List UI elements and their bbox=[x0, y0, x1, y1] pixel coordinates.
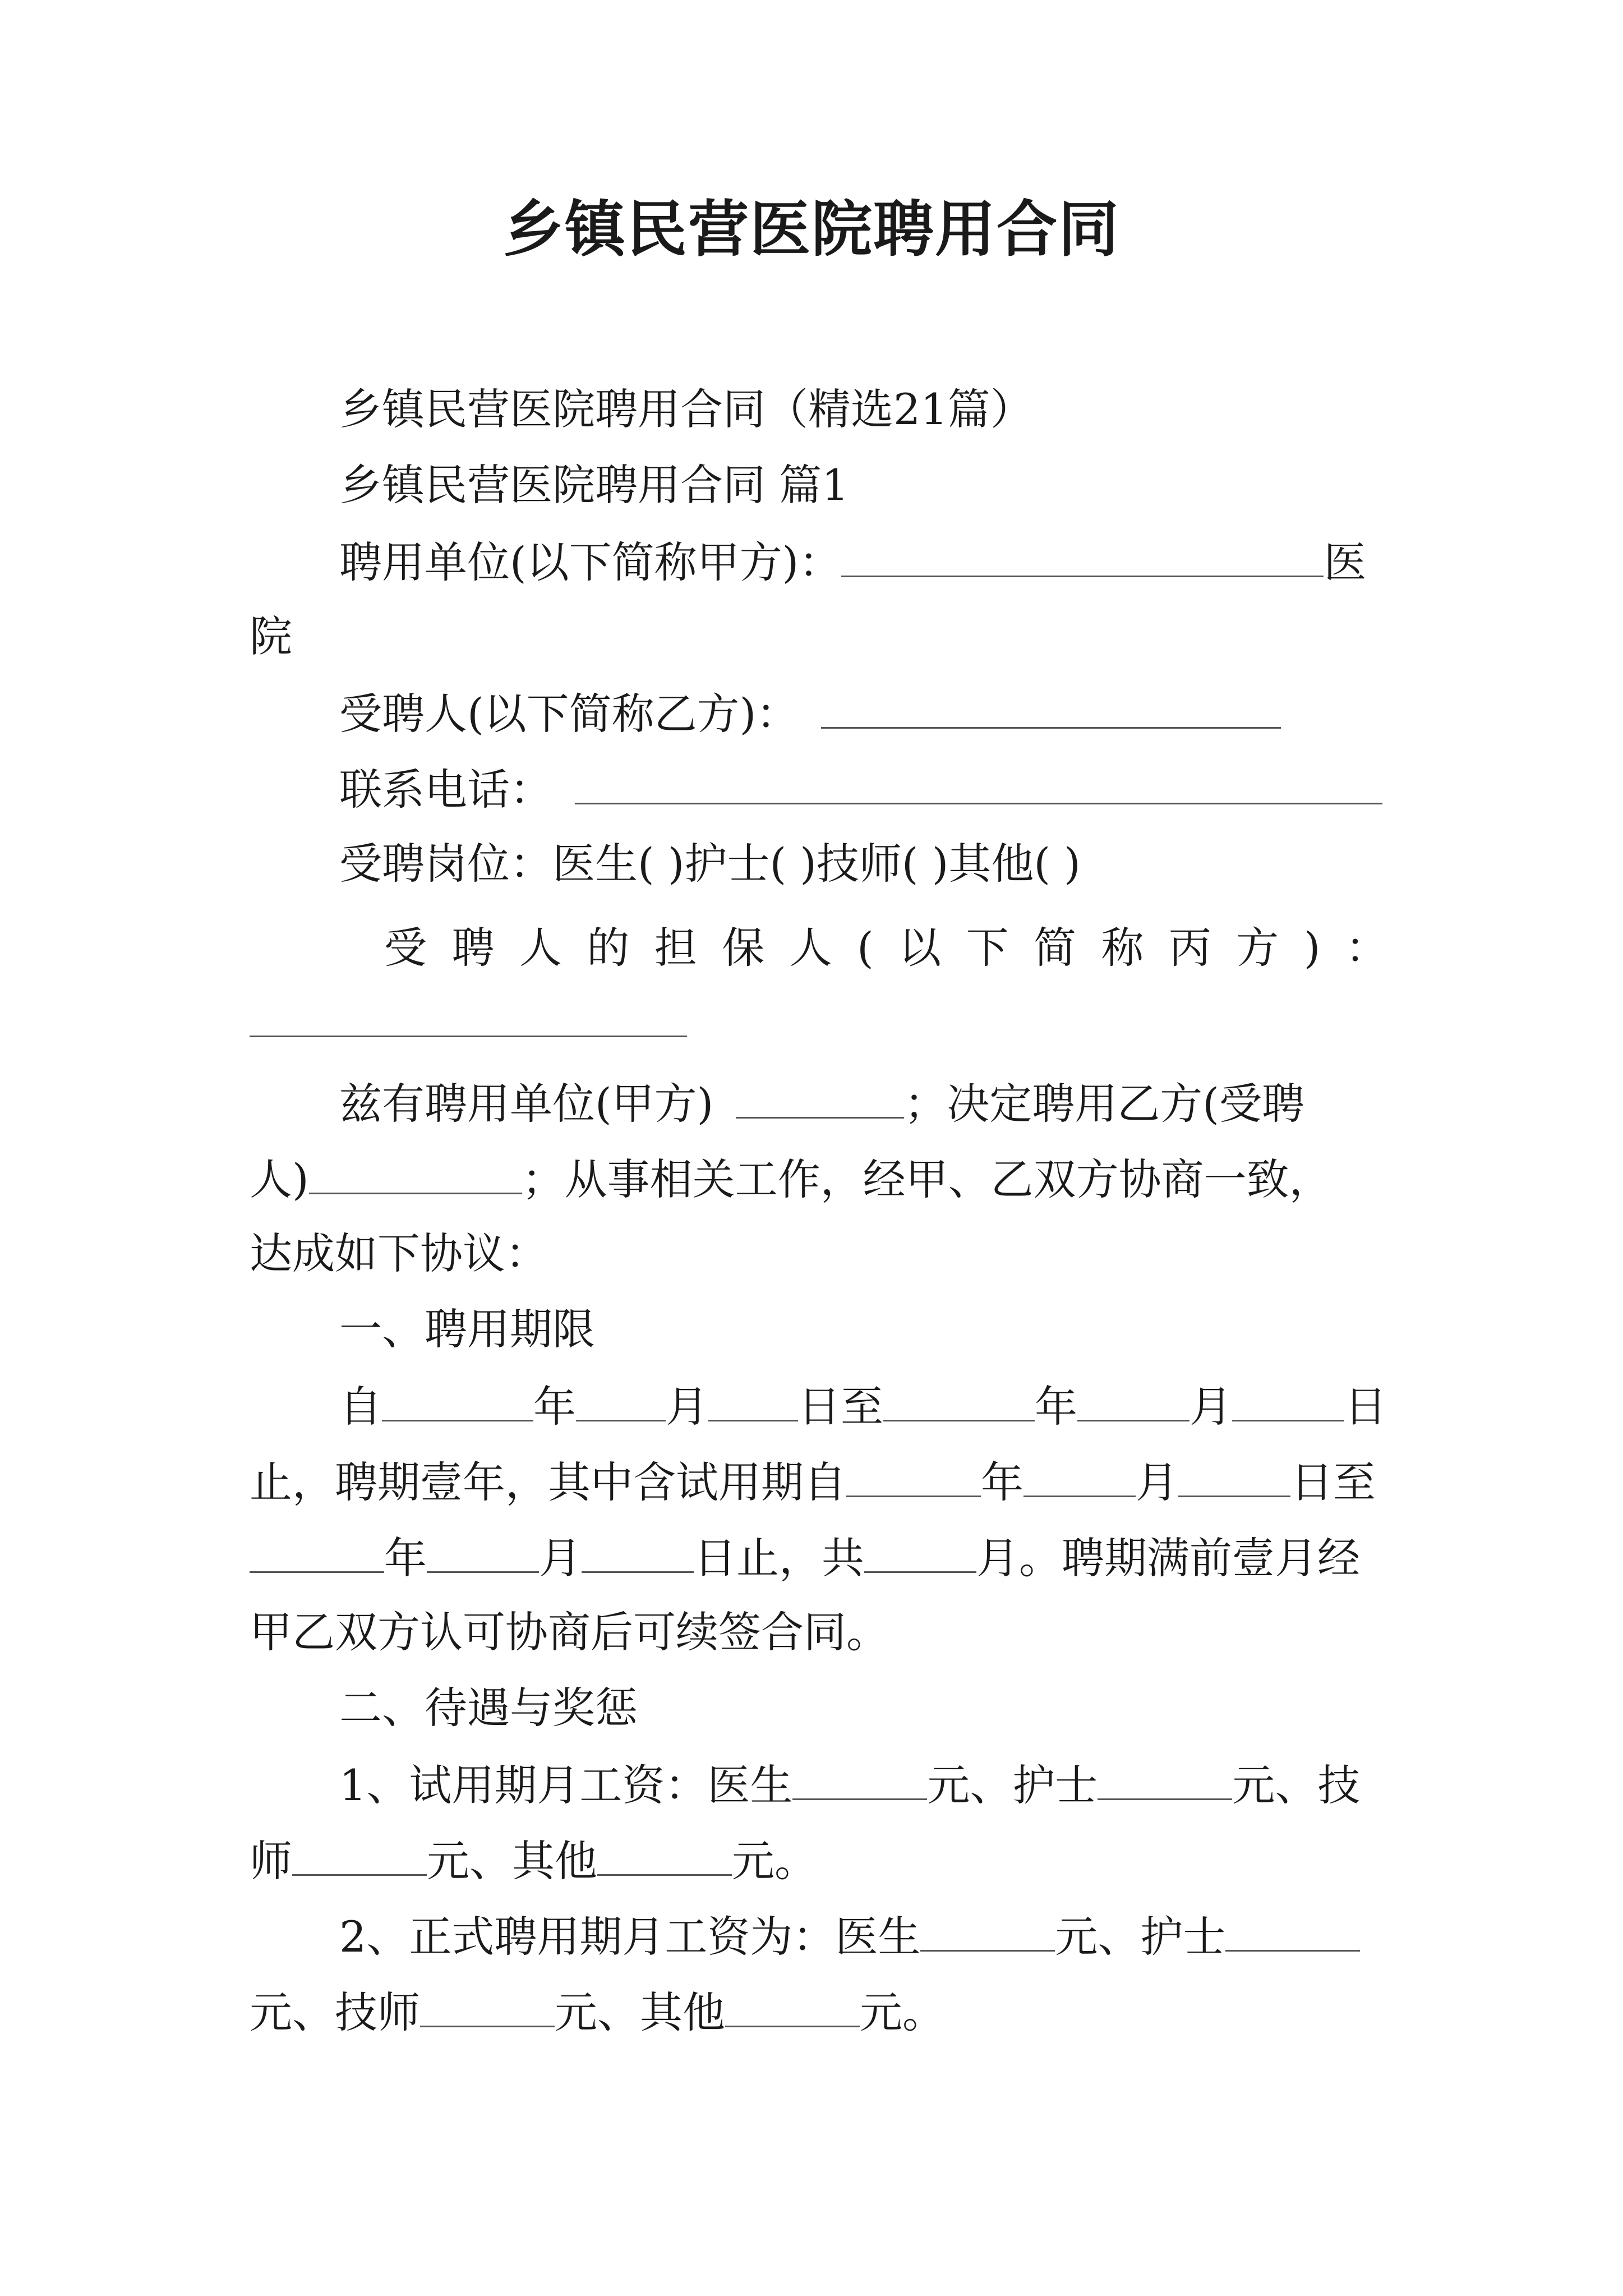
term-text: 月 bbox=[1136, 1457, 1178, 1507]
term-text: 月。聘期满前壹月经 bbox=[976, 1533, 1360, 1583]
term-text: 日至 bbox=[798, 1382, 883, 1432]
term-line-4: 甲乙双方认可协商后可续签合同。 bbox=[250, 1607, 889, 1657]
pay-text: 元。 bbox=[732, 1836, 817, 1886]
blank bbox=[1098, 1756, 1232, 1800]
blank bbox=[1023, 1453, 1136, 1497]
guarantor-char: ( bbox=[857, 923, 874, 973]
term-text: 月 bbox=[1189, 1382, 1232, 1432]
blank bbox=[1178, 1453, 1290, 1497]
blank bbox=[1232, 1377, 1344, 1421]
employer-line bbox=[250, 533, 1388, 591]
pay-text: 元、护士 bbox=[1055, 1912, 1226, 1962]
blank bbox=[582, 1529, 694, 1573]
term-line-2 bbox=[250, 1453, 1388, 1511]
guarantor-char: 称 bbox=[1101, 923, 1144, 973]
blank bbox=[382, 1377, 533, 1421]
pay-text: 师 bbox=[250, 1836, 292, 1886]
phone-blank bbox=[575, 760, 1382, 804]
guarantor-char: ： bbox=[1345, 923, 1388, 973]
term-text: 月 bbox=[666, 1382, 708, 1432]
employee-label: 受聘人(以下简称乙方)： bbox=[339, 689, 799, 739]
intro-text: ；决定聘用乙方(受聘 bbox=[904, 1079, 1304, 1129]
blank bbox=[725, 1983, 860, 2027]
pay2-line-2 bbox=[250, 1983, 1388, 2041]
intro-text: 人) bbox=[250, 1154, 309, 1204]
guarantor-blank bbox=[250, 993, 687, 1037]
guarantor-char: 担 bbox=[654, 923, 697, 973]
employee-line bbox=[250, 684, 1388, 742]
term-text: 月 bbox=[539, 1533, 582, 1583]
intro-line-3: 达成如下协议： bbox=[250, 1228, 548, 1278]
blank bbox=[420, 1983, 555, 2027]
blank bbox=[309, 1150, 522, 1194]
pay-text: 2、正式聘用期月工资为：医生 bbox=[339, 1912, 921, 1962]
document-title: 乡镇民营医院聘用合同 bbox=[502, 195, 1120, 265]
term-text: 年 bbox=[1035, 1382, 1077, 1432]
guarantor-line bbox=[250, 920, 1388, 976]
blank bbox=[792, 1756, 927, 1800]
blank bbox=[292, 1832, 427, 1876]
position-line: 受聘岗位：医生( )护士( )技师( )其他( ) bbox=[339, 839, 1081, 889]
blank bbox=[1225, 1907, 1360, 1952]
guarantor-char: 聘 bbox=[451, 923, 495, 973]
term-text: 年 bbox=[981, 1457, 1023, 1507]
pay-text: 元、护士 bbox=[927, 1760, 1098, 1810]
guarantor-char: 以 bbox=[898, 923, 942, 973]
blank bbox=[1077, 1377, 1189, 1421]
guarantor-char: 保 bbox=[722, 923, 765, 973]
intro-line-2 bbox=[250, 1150, 1388, 1208]
phone-line bbox=[250, 760, 1388, 818]
term-text: 止，聘期壹年，其中含试用期自 bbox=[250, 1457, 846, 1507]
term-text: 日止，共 bbox=[694, 1533, 864, 1583]
guarantor-char: 人 bbox=[519, 923, 562, 973]
intro-line-1 bbox=[250, 1074, 1388, 1132]
phone-label: 联系电话： bbox=[339, 765, 552, 815]
guarantor-char: 丙 bbox=[1168, 923, 1211, 973]
term-text: 日 bbox=[1344, 1382, 1387, 1432]
intro-text: 兹有聘用单位(甲方) bbox=[339, 1079, 714, 1129]
blank bbox=[920, 1907, 1055, 1952]
pay1-line-1 bbox=[250, 1756, 1388, 1814]
blank bbox=[736, 1074, 904, 1119]
pay-text: 元。 bbox=[860, 1987, 945, 2037]
guarantor-char: 简 bbox=[1034, 923, 1077, 973]
term-text: 日至 bbox=[1290, 1457, 1376, 1507]
blank bbox=[250, 1529, 384, 1573]
term-text: 自 bbox=[339, 1382, 382, 1432]
guarantor-char: 受 bbox=[384, 923, 427, 973]
employer-blank bbox=[841, 533, 1324, 577]
pay-text: 元、技师 bbox=[250, 1987, 420, 2037]
employer-suffix-wrap: 院 bbox=[250, 611, 292, 661]
guarantor-char: 方 bbox=[1236, 923, 1279, 973]
subtitle: 乡镇民营医院聘用合同（精选21篇） bbox=[339, 384, 1033, 434]
blank bbox=[576, 1377, 666, 1421]
section-heading: 乡镇民营医院聘用合同 篇1 bbox=[339, 460, 849, 510]
employer-label: 聘用单位(以下简称甲方)： bbox=[339, 537, 842, 587]
term-text: 年 bbox=[533, 1382, 576, 1432]
term-text: 年 bbox=[384, 1533, 427, 1583]
guarantor-char: 的 bbox=[587, 923, 630, 973]
pay-text: 1、试用期月工资：医生 bbox=[339, 1760, 793, 1810]
term-line-1 bbox=[250, 1377, 1388, 1435]
blank bbox=[708, 1377, 798, 1421]
employee-blank bbox=[821, 684, 1281, 729]
blank bbox=[427, 1529, 539, 1573]
guarantor-blank-line bbox=[250, 993, 1388, 1051]
pay-text: 元、技 bbox=[1232, 1760, 1361, 1810]
blank bbox=[864, 1529, 976, 1573]
employer-suffix: 医 bbox=[1324, 537, 1367, 587]
pay-text: 元、其他 bbox=[555, 1987, 725, 2037]
pay-text: 元、其他 bbox=[427, 1836, 597, 1886]
blank bbox=[846, 1453, 981, 1497]
guarantor-char: 人 bbox=[789, 923, 832, 973]
guarantor-char: 下 bbox=[966, 923, 1009, 973]
guarantor-char: ) bbox=[1303, 923, 1321, 973]
heading-pay: 二、待遇与奖惩 bbox=[339, 1683, 638, 1733]
intro-text: ；从事相关工作，经甲、乙双方协商一致， bbox=[522, 1154, 1332, 1204]
heading-term: 一、聘用期限 bbox=[339, 1304, 595, 1354]
blank bbox=[597, 1832, 732, 1876]
blank bbox=[883, 1377, 1035, 1421]
term-line-3 bbox=[250, 1529, 1388, 1586]
pay1-line-2 bbox=[250, 1832, 1388, 1889]
pay2-line-1 bbox=[250, 1907, 1388, 1965]
